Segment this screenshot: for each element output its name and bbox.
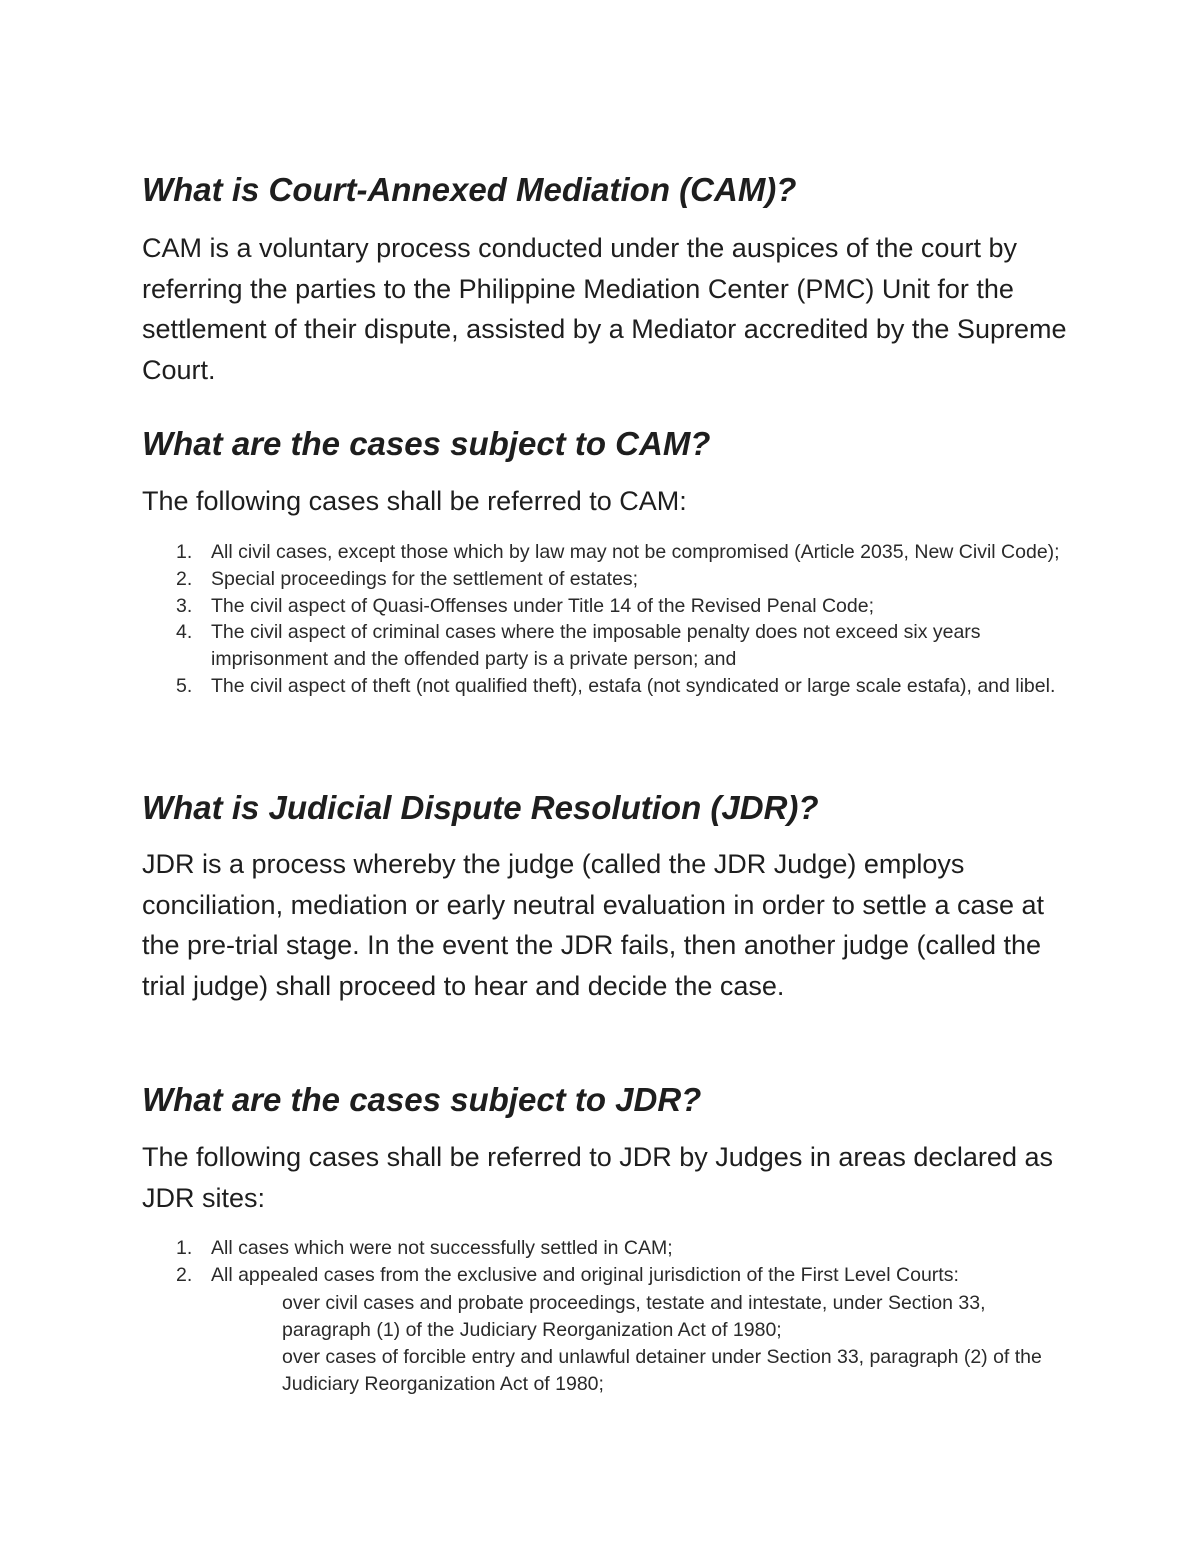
list-item: 5. The civil aspect of theft (not qualified theft), estafa (not syndicated or large scale estafa), and libel. (176, 674, 1056, 697)
list-item-text: Special proceedings for the settlement of estates; (211, 567, 639, 590)
list-item: 1. All cases which were not successfully settled in CAM; (176, 1237, 673, 1259)
section-body-jdr: JDR is a process whereby the judge (called the JDR Judge) employs conciliation, mediation or early neutral evaluation in order to settle a case at the pre-trial stage. In the event the JDR fails, then another judge (called the trial judge) shall proceed to hear and decide the case. (142, 849, 1045, 1001)
list-item: 2. All appealed cases from the exclusive and original jurisdiction of the First Level Courts: (176, 1263, 959, 1286)
section-heading-jdr: What is Judicial Dispute Resolution (JDR)? (142, 789, 819, 826)
sub-list-item: over cases of forcible entry and unlawful detainer under Section 33, paragraph (2) of the Judiciary Reorganization Act of 1980; (282, 1346, 1042, 1395)
list-item: 3. The civil aspect of Quasi-Offenses under Title 14 of the Revised Penal Code; (176, 594, 874, 617)
section-heading-jdr-cases: What are the cases subject to JDR? (142, 1081, 702, 1118)
list-item-text: All civil cases, except those which by law may not be compromised (Article 2035, New Civil Code); (211, 541, 1060, 563)
jdr-cases-list (142, 1235, 1072, 1289)
section-heading-cam: What is Court-Annexed Mediation (CAM)? (142, 171, 797, 208)
section-body-cam-cases: The following cases shall be referred to CAM: (142, 486, 687, 516)
sub-list-item: over civil cases and probate proceedings, testate and intestate, under Section 33, paragraph (1) of the Judiciary Reorganization Act of 1980; (282, 1292, 986, 1341)
list-item-text: The civil aspect of theft (not qualified theft), estafa (not syndicated or large scale estafa), and libel. (211, 674, 1056, 697)
list-item: 2. Special proceedings for the settlement of estates; (176, 567, 639, 590)
list-item: 1. All civil cases, except those which by law may not be compromised (Article 2035, New Civil Code); (176, 541, 1060, 563)
list-item-text: All appealed cases from the exclusive and original jurisdiction of the First Level Courts: (211, 1263, 959, 1286)
section-heading-cam-cases: What are the cases subject to CAM? (142, 425, 711, 462)
list-item-text: All cases which were not successfully settled in CAM; (211, 1237, 673, 1259)
list-item: 4. The civil aspect of criminal cases where the imposable penalty does not exceed six years imprisonment and the offended party is a private person; and (176, 621, 981, 671)
cam-cases-list (142, 539, 1072, 700)
list-item-text: The civil aspect of criminal cases where the imposable penalty does not exceed six years imprisonment and the offended party is a private person; and (211, 621, 981, 671)
section-body-jdr-cases: The following cases shall be referred to JDR by Judges in areas declared as JDR sites: (142, 1142, 1053, 1213)
list-item-text: The civil aspect of Quasi-Offenses under Title 14 of the Revised Penal Code; (211, 594, 874, 617)
section-body-cam: CAM is a voluntary process conducted under the auspices of the court by referring the parties to the Philippine Mediation Center (PMC) Unit for the settlement of their dispute, assisted by a Mediator accredited by the Supreme Court. (142, 233, 1067, 385)
